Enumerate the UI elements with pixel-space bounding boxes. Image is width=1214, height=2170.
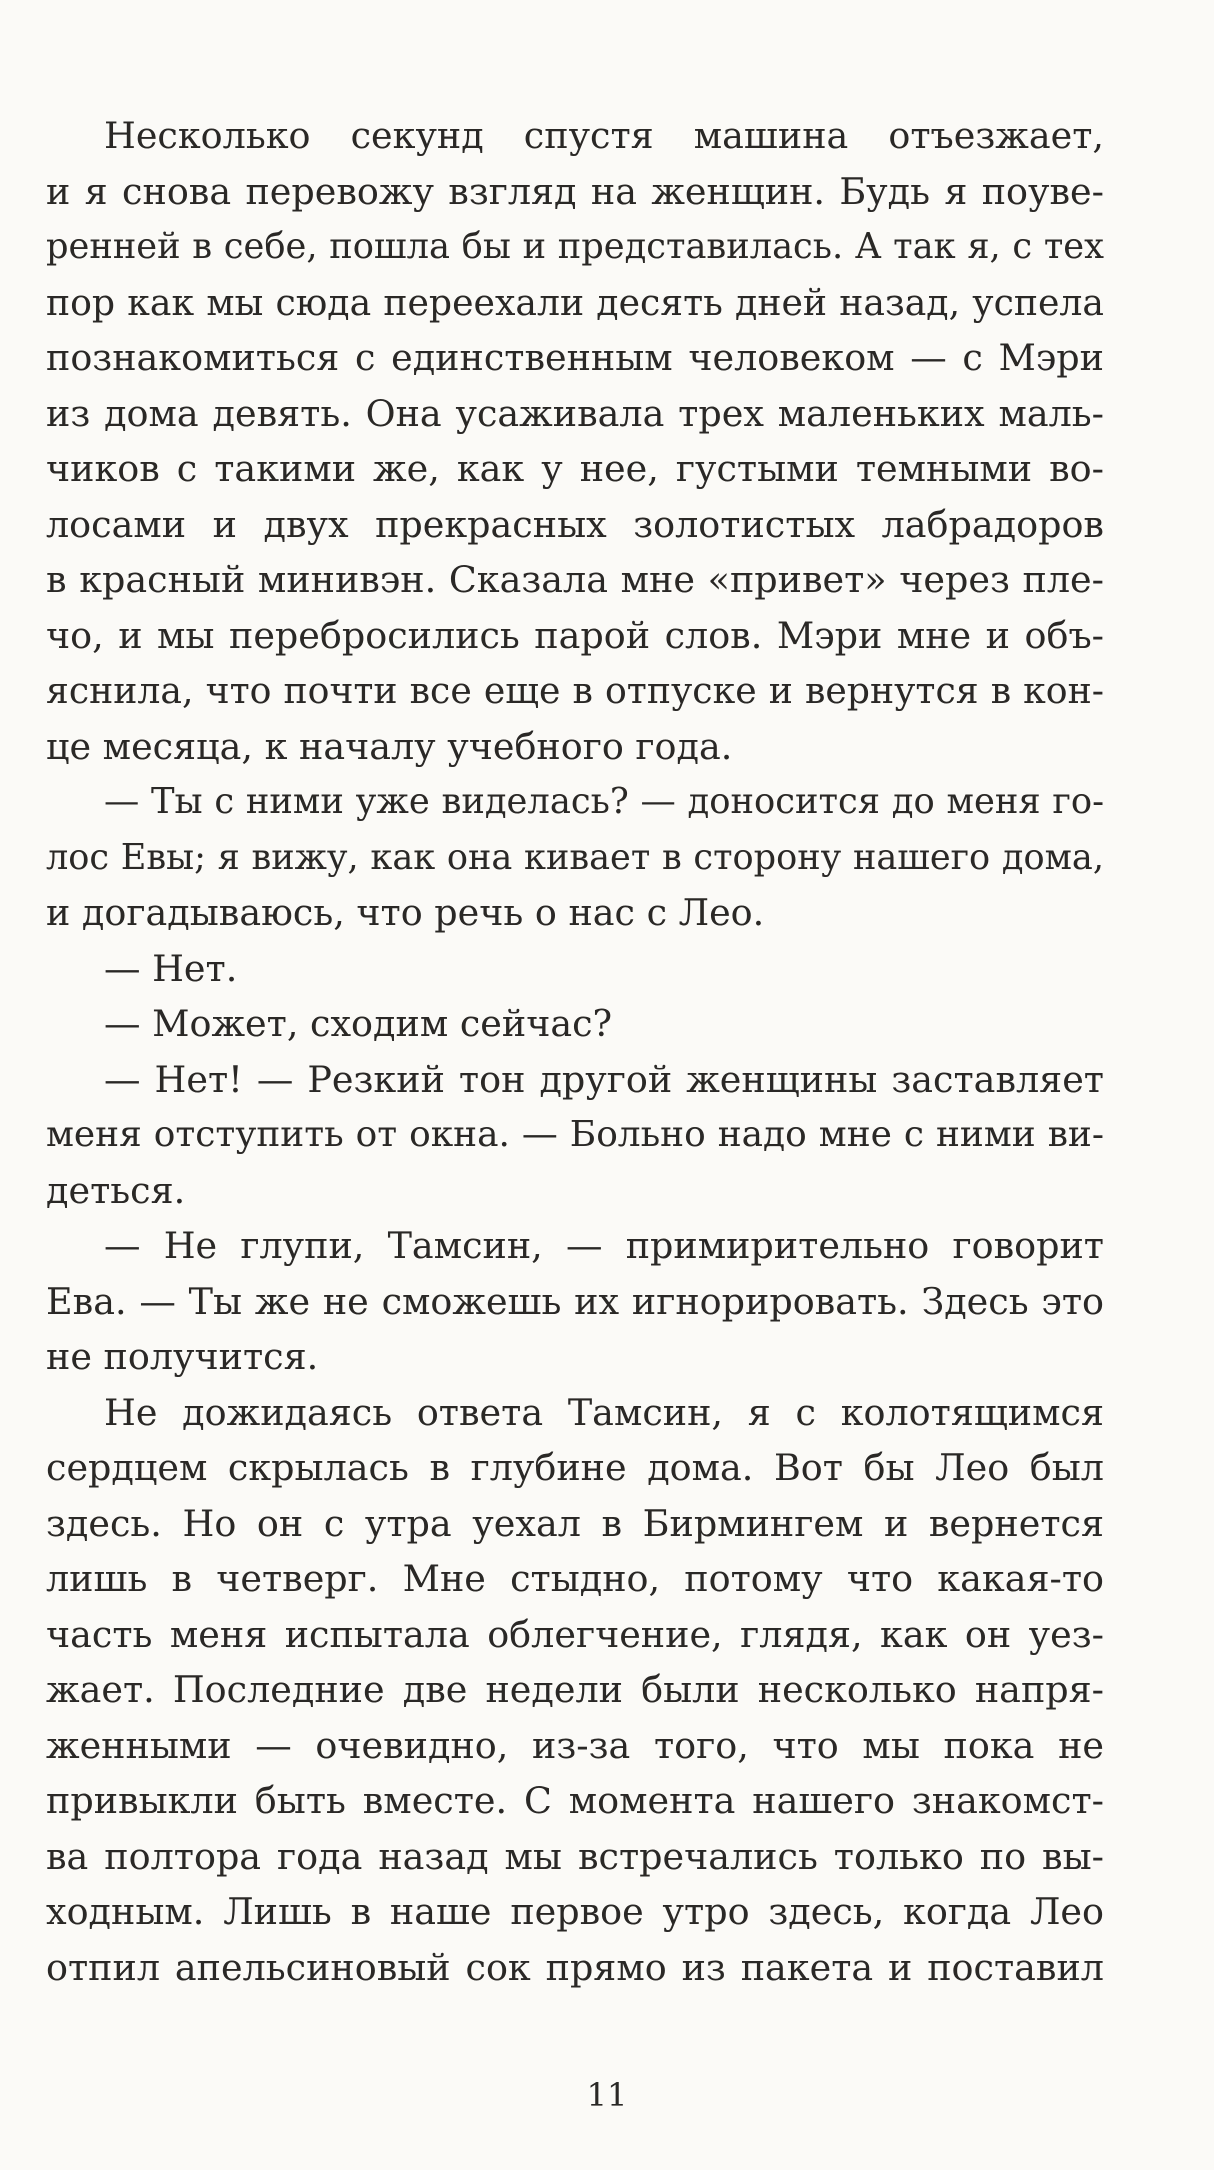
text-line: не получится. [46,1335,319,1378]
text-line: привыкли быть вместе. С момента нашего знакомст- [46,1779,1104,1822]
text-line: и догадываюсь, что речь о нас с Лео. [46,891,765,934]
text-line: меня отступить от окна. — Больно надо мне с ними ви- [46,1114,1104,1155]
text-line: чиков с такими же, как у нее, густыми темными во- [46,447,1104,490]
text-line: — Не глупи, Тамсин, — примирительно говорит [104,1224,1104,1267]
text-line: — Нет! — Резкий тон другой женщины заставляет [104,1057,1104,1101]
text-line: — Нет. [104,946,238,990]
text-line: це месяца, к началу учебного года. [46,724,733,768]
text-line: — Ты с ними уже виделась? — доносится до меня го- [104,781,1104,822]
text-line: ренней в себе, пошла бы и представилась. А так я, с тех [46,226,1104,267]
text-line: отпил апельсиновый сок прямо из пакета и поставил [46,1945,1104,1989]
text-line: яснила, что почти все еще в отпуске и вернутся в кон- [46,669,1104,712]
text-line: в красный минивэн. Сказала мне «привет» через пле- [46,558,1104,601]
page-number: 11 [586,2076,628,2114]
text-line: познакомиться с единственным человеком — с Мэри [46,336,1104,379]
text-line: пор как мы сюда переехали десять дней назад, успела [46,280,1104,324]
text-line: из дома девять. Она усаживала трех маленьких маль- [46,391,1104,435]
text-line: деться. [46,1168,186,1212]
body-text [46,108,1104,1995]
text-line: лосами и двух прекрасных золотистых лабрадоров [46,502,1104,546]
text-line: и я снова перевожу взгляд на женщин. Будь я поуве- [46,169,1104,213]
text-line: — Может, сходим сейчас? [104,1002,613,1045]
text-line: часть меня испытала облегчение, глядя, как он уез- [46,1612,1104,1656]
text-line: жает. Последние две недели были несколько напря- [46,1668,1104,1711]
text-line: женными — очевидно, из-за того, что мы пока не [46,1723,1104,1767]
text-line: ва полтора года назад мы встречались только по вы- [46,1834,1104,1878]
text-line: Несколько секунд спустя машина отъезжает, [104,114,1104,157]
text-line: Не дожидаясь ответа Тамсин, я с колотящимся [104,1390,1104,1434]
text-line: ходным. Лишь в наше первое утро здесь, когда Лео [46,1890,1104,1933]
text-line: Ева. — Ты же не сможешь их игнорировать. Здесь это [46,1279,1104,1323]
text-line: лишь в четверг. Мне стыдно, потому что какая-то [46,1557,1104,1600]
text-line: сердцем скрылась в глубине дома. Вот бы Лео был [46,1446,1104,1489]
text-line: лос Евы; я вижу, как она кивает в сторону нашего дома, [46,836,1104,878]
text-line: чо, и мы перебросились парой слов. Мэри мне и объ- [46,613,1104,657]
text-line: здесь. Но он с утра уехал в Бирмингем и вернется [46,1501,1104,1545]
